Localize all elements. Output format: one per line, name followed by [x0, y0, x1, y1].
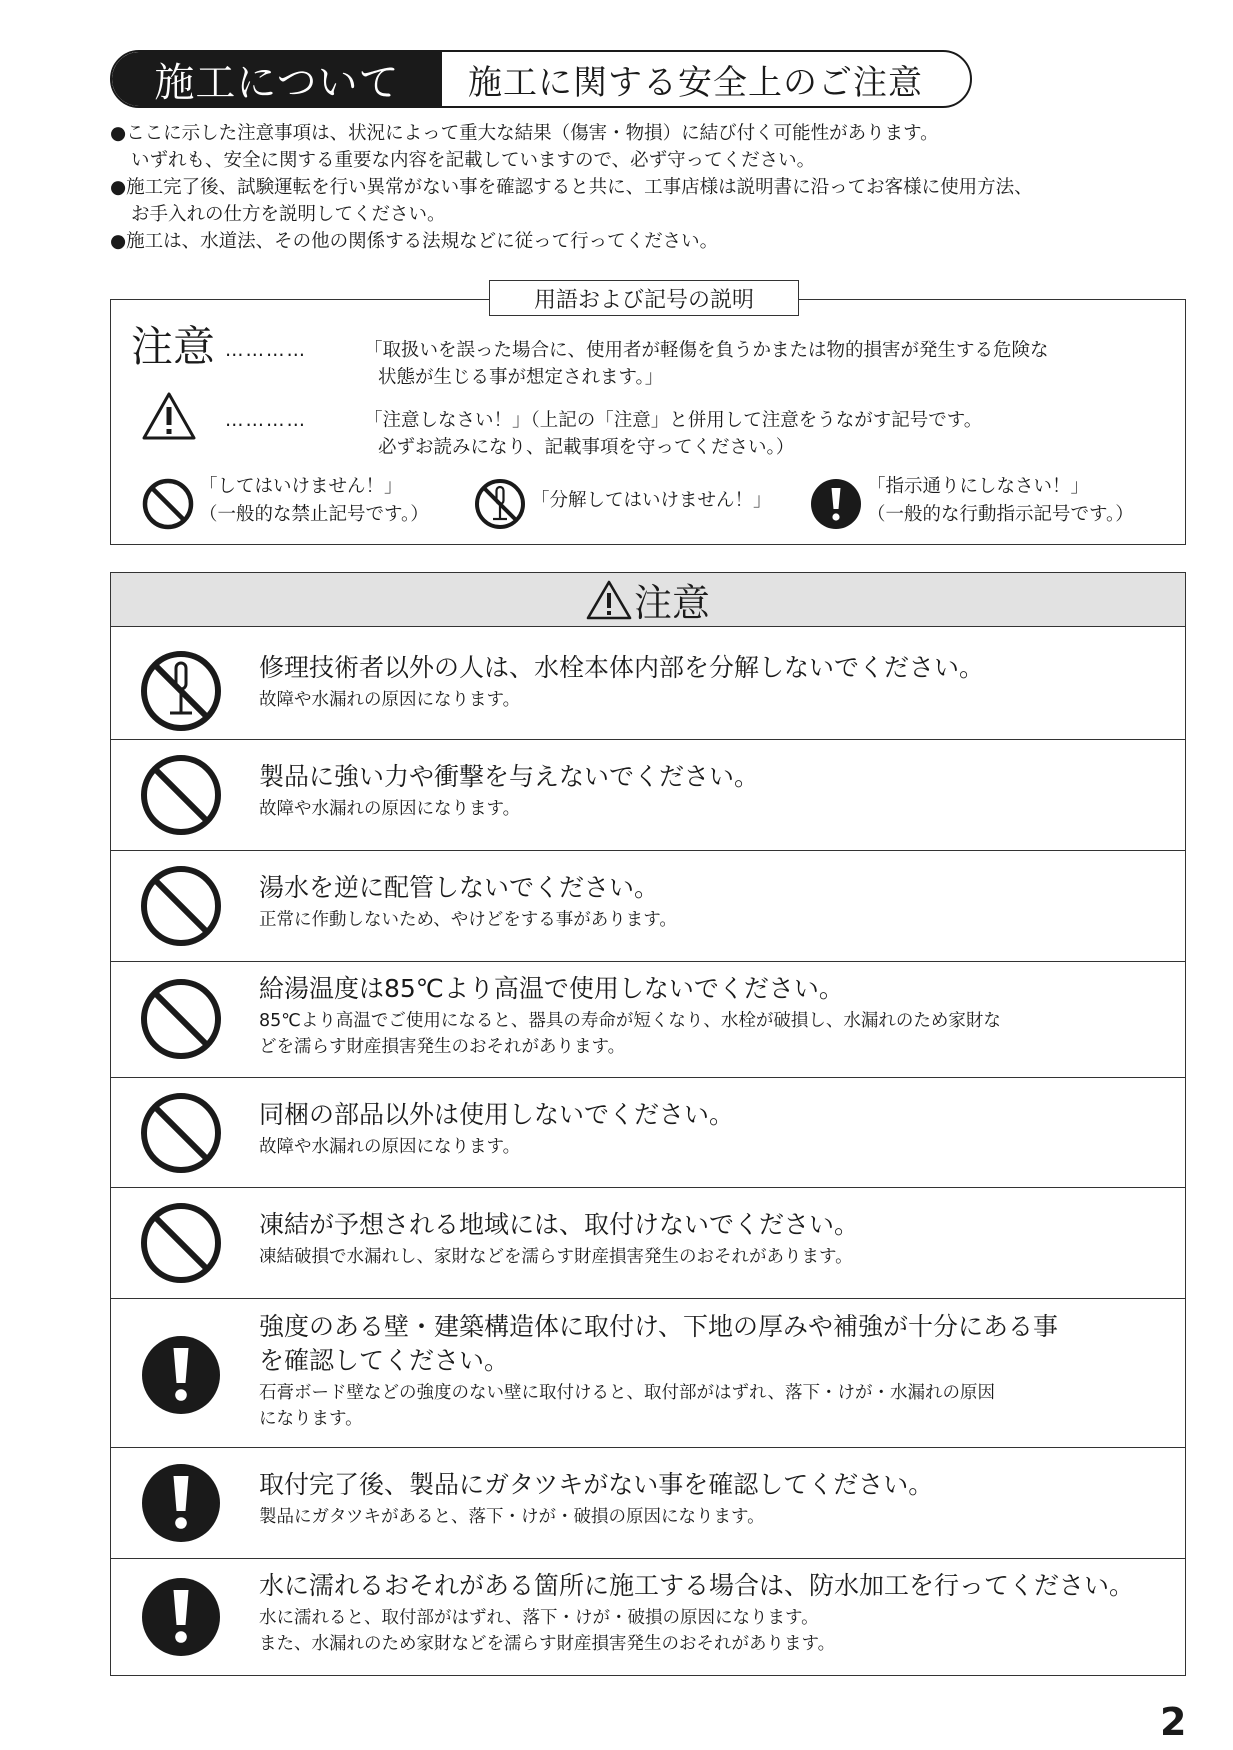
caution-row — [111, 851, 1185, 962]
caution-detail: 故障や水漏れの原因になります。 — [259, 1137, 521, 1157]
caution-heading — [111, 573, 1185, 627]
caution-row — [111, 962, 1185, 1078]
caution-title: 修理技術者以外の人は、水栓本体内部を分解しないでください。 — [259, 653, 985, 682]
intro-bullet-1-cont: いずれも、安全に関する重要な内容を記載していますので、必ず守ってください。 — [131, 150, 816, 171]
intro-bullet-2-cont: お手入れの仕方を説明してください。 — [131, 204, 446, 225]
legend-caution-desc-2: 状態が生じる事が想定されます。」 — [378, 367, 664, 388]
section-header — [110, 50, 972, 108]
intro-bullet-3: ●施工は、水道法、その他の関係する法規などに従って行ってください。 — [110, 231, 719, 252]
legend-box — [110, 287, 1186, 545]
caution-title: 取付完了後、製品にガタツキがない事を確認してください。 — [259, 1470, 934, 1499]
caution-title: 強度のある壁・建築構造体に取付け、下地の厚みや補強が十分にある事 — [259, 1312, 1059, 1341]
caution-detail: 石膏ボード壁などの強度のない壁に取付けると、取付部がはずれ、落下・けが・水漏れの原因 — [259, 1383, 996, 1403]
intro-bullet-2: ●施工完了後、試験運転を行い異常がない事を確認すると共に、工事店様は説明書に沿ってお客様に使用方法、 — [110, 177, 1033, 198]
caution-row — [111, 740, 1185, 851]
legend-dots-2: ………… — [225, 410, 307, 431]
prohibited-icon — [141, 477, 195, 531]
warning-triangle-icon — [141, 390, 197, 442]
legend-dots-1: ………… — [225, 340, 307, 361]
intro-bullet-1: ●ここに示した注意事項は、状況によって重大な結果（傷害・物損）に結び付く可能性があります。 — [110, 123, 939, 144]
caution-detail: 85℃より高温でご使用になると、器具の寿命が短くなり、水栓が破損し、水漏れのため家財な — [259, 1011, 1001, 1031]
caution-detail: 凍結破損で水漏れし、家財などを濡らす財産損害発生のおそれがあります。 — [259, 1247, 853, 1267]
mandatory-icon — [809, 477, 863, 531]
caution-table — [110, 572, 1186, 1676]
caution-row — [111, 1299, 1185, 1448]
prohibited-icon — [139, 1201, 223, 1285]
caution-row — [111, 1188, 1185, 1299]
caution-title: 水に濡れるおそれがある箇所に施工する場合は、防水加工を行ってください。 — [259, 1571, 1135, 1600]
caution-detail-cont: どを濡らす財産損害発生のおそれがあります。 — [259, 1037, 626, 1057]
caution-detail: 水に濡れると、取付部がはずれ、落下・けが・破損の原因になります。 — [259, 1608, 819, 1628]
section-subtitle: 施工に関する安全上のご注意 — [468, 62, 923, 103]
prohibited-icon — [139, 864, 223, 948]
prohibited-icon — [139, 1091, 223, 1175]
section-title: 施工について — [112, 52, 442, 106]
caution-detail-cont: また、水漏れのため家財などを濡らす財産損害発生のおそれがあります。 — [259, 1634, 836, 1654]
legend-prohibit-1: 「してはいけません！」 — [199, 476, 403, 497]
prohibited-icon — [139, 753, 223, 837]
no-disassembly-icon — [473, 477, 527, 531]
caution-row — [111, 1448, 1185, 1559]
mandatory-icon — [139, 1461, 223, 1545]
caution-detail: 故障や水漏れの原因になります。 — [259, 799, 521, 819]
caution-row — [111, 1078, 1185, 1188]
caution-title: 給湯温度は85℃より高温で使用しないでください。 — [259, 974, 844, 1003]
legend-instruct-1: 「指示通りにしなさい！」 — [867, 476, 1090, 497]
legend-prohibit-2: （一般的な禁止記号です。） — [199, 504, 429, 525]
legend-triangle-desc-1: 「注意しなさい！」（上記の「注意」と併用して注意をうながす記号です。 — [364, 410, 983, 431]
intro-notes — [110, 120, 1190, 255]
warning-triangle-icon — [586, 579, 632, 621]
caution-title: 凍結が予想される地域には、取付けないでください。 — [259, 1210, 860, 1239]
legend-caution-word: 注意 — [131, 322, 216, 371]
caution-title: 製品に強い力や衝撃を与えないでください。 — [259, 762, 760, 791]
caution-title-cont: を確認してください。 — [259, 1346, 510, 1375]
caution-heading-text: 注意 — [633, 581, 710, 625]
legend-triangle-desc-2: 必ずお読みになり、記載事項を守ってください。） — [378, 437, 795, 458]
legend-caution-desc-1: 「取扱いを誤った場合に、使用者が軽傷を負うかまたは物的損害が発生する危険な — [364, 340, 1049, 361]
caution-row — [111, 1559, 1185, 1675]
legend-title: 用語および記号の説明 — [489, 280, 799, 316]
caution-detail: 製品にガタツキがあると、落下・けが・破損の原因になります。 — [259, 1507, 765, 1527]
caution-title: 湯水を逆に配管しないでください。 — [259, 873, 660, 902]
prohibited-icon — [139, 977, 223, 1061]
no-disassembly-icon — [139, 649, 223, 733]
mandatory-icon — [139, 1575, 223, 1659]
caution-title: 同梱の部品以外は使用しないでください。 — [259, 1100, 735, 1129]
caution-detail: 故障や水漏れの原因になります。 — [259, 690, 521, 710]
legend-instruct-2: （一般的な行動指示記号です。） — [867, 504, 1134, 525]
mandatory-icon — [139, 1333, 223, 1417]
legend-disassemble: 「分解してはいけません！」 — [531, 490, 772, 511]
caution-detail-cont: になります。 — [259, 1409, 363, 1429]
caution-detail: 正常に作動しないため、やけどをする事があります。 — [259, 910, 677, 930]
caution-row — [111, 627, 1185, 740]
page-number: 2 — [1160, 1700, 1187, 1744]
